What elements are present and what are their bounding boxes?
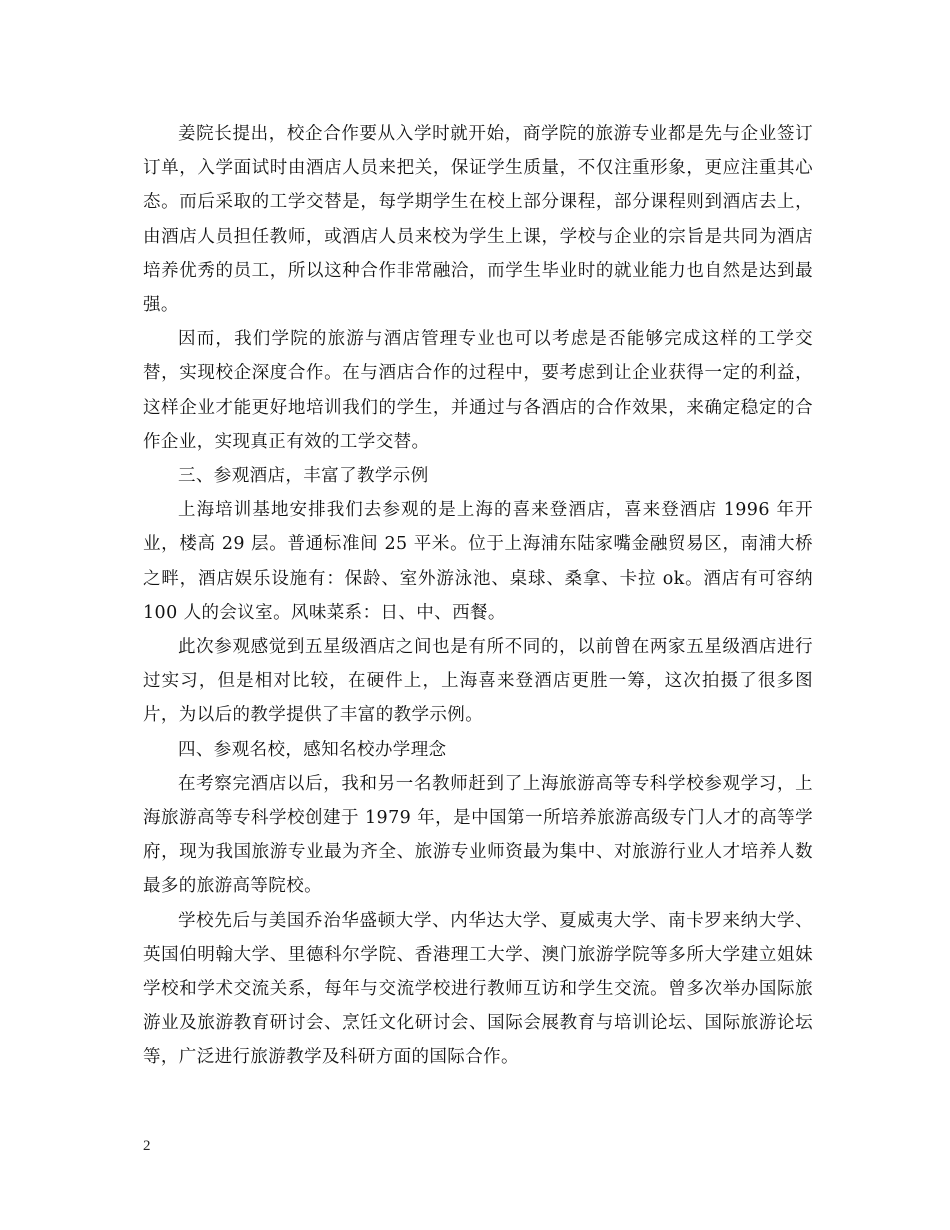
page-number: 2 [143, 1138, 151, 1154]
document-body [143, 117, 813, 1075]
paragraph-visit-impression: 此次参观感觉到五星级酒店之间也是有所不同的，以前曾在两家五星级酒店进行过实习，但是相对比较，在硬件上，上海喜来登酒店更胜一筹，这次拍摄了很多图片，为以后的教学提供了丰富的教学示例。 [143, 637, 813, 726]
paragraph-international-cooperation: 学校先后与美国乔治华盛顿大学、内华达大学、夏威夷大学、南卡罗来纳大学、英国伯明翰大学、里德科尔学院、香港理工大学、澳门旅游学院等多所大学建立姐妹学校和学术交流关系，每年与交流学校进行教师互访和学生交流。曾多次举办国际旅游业及旅游教育研讨会、烹饪文化研讨会、国际会展教育与培训论坛、国际旅游论坛等，广泛进行旅游教学及科研方面的国际合作。 [143, 910, 813, 1068]
paragraph-tourism-college: 在考察完酒店以后，我和另一名教师赶到了上海旅游高等专科学校参观学习，上海旅游高等专科学校创建于 1979 年，是中国第一所培养旅游高级专门人才的高等学府，现为我国旅游专业最为齐全、旅游专业师资最为集中、对旅游行业人才培养人数最多的旅游高等院校。 [143, 773, 813, 897]
paragraph-school-enterprise: 姜院长提出，校企合作要从入学时就开始，商学院的旅游专业都是先与企业签订订单，入学面试时由酒店人员来把关，保证学生质量，不仅注重形象，更应注重其心态。而后采取的工学交替是，每学期学生在校上部分课程，部分课程则到酒店去上，由酒店人员担任教师，或酒店人员来校为学生上课，学校与企业的宗旨是共同为酒店培养优秀的员工，所以这种合作非常融洽，而学生毕业时的就业能力也自然是达到最强。 [143, 124, 813, 316]
paragraph-work-study: 因而，我们学院的旅游与酒店管理专业也可以考虑是否能够完成这样的工学交替，实现校企深度合作。在与酒店合作的过程中，要考虑到让企业获得一定的利益，这样企业才能更好地培训我们的学生，并通过与各酒店的合作效果，来确定稳定的合作企业，实现真正有效的工学交替。 [143, 329, 813, 452]
section-heading-hotel-visit: 三、参观酒店，丰富了教学示例 [178, 466, 429, 487]
section-heading-school-visit: 四、参观名校，感知名校办学理念 [178, 739, 447, 760]
paragraph-sheraton: 上海培训基地安排我们去参观的是上海的喜来登酒店，喜来登酒店 1996 年开业，楼高 29 层。普通标准间 25 平米。位于上海浦东陆家嘴金融贸易区，南浦大桥之畔，酒店娱乐设施有：保龄、室外游泳池、桌球、桑拿、卡拉 ok。酒店有可容纳 100 人的会议室。风味菜系：日、中、西餐。 [143, 500, 813, 623]
